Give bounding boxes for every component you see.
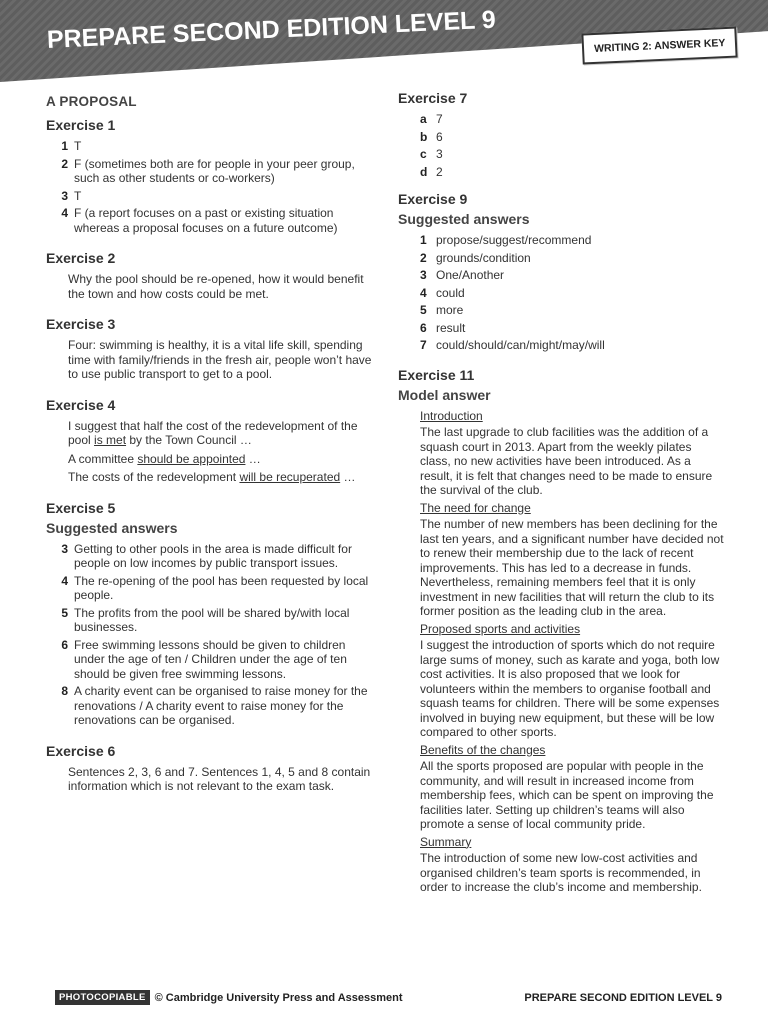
answer-list [46, 542, 372, 728]
answer-text: by the Town Council … [126, 433, 252, 447]
answer-letter: b [420, 129, 428, 144]
answer-number: 3 [420, 268, 427, 282]
answer-list [398, 112, 724, 179]
answer-text: Why the pool should be re-opened, how it would benefit the town and how costs could be met. [68, 272, 364, 301]
answer-item [46, 189, 372, 204]
model-subheading: Proposed sports and activities [420, 621, 581, 636]
answer-number: 4 [420, 285, 427, 300]
answer-text: … [245, 451, 261, 466]
answer-text: I suggest that half the cost of the redevelopment of the pool [68, 418, 358, 447]
answer-number: 1 [420, 233, 427, 247]
answer-number: 1 [61, 139, 68, 153]
exercise-5 [46, 500, 372, 728]
model-subheading: The need for change [420, 500, 531, 515]
answer-text: could [436, 285, 465, 300]
answer-line [68, 419, 372, 448]
right-column [398, 88, 724, 910]
exercise-6 [46, 743, 372, 794]
answer-number: 7 [420, 338, 427, 352]
model-subheading: Benefits of the changes [420, 742, 546, 757]
answer-item [398, 165, 724, 180]
answer-number: 4 [61, 206, 68, 220]
answer-item [398, 321, 724, 336]
exercise-title: Exercise 9 [398, 191, 468, 207]
exercise-subtitle: Model answer [398, 386, 491, 403]
answer-item [398, 268, 724, 283]
answer-text: result [436, 320, 466, 335]
answer-number: 5 [420, 303, 427, 317]
photocopiable-badge: PHOTOCOPIABLE [55, 990, 150, 1005]
answer-text: T [74, 188, 82, 203]
answer-text: T [74, 139, 82, 153]
answer-text: more [436, 303, 464, 317]
answer-text: 2 [436, 164, 443, 179]
answer-line [68, 452, 372, 467]
answer-text: Free swimming lessons should be given to children under the age of ten / Children under the age of ten should be given free swimming lessons. [74, 637, 347, 681]
answer-text: 7 [436, 112, 443, 126]
answer-text: grounds/condition [436, 250, 531, 265]
exercise-title: Exercise 7 [398, 90, 468, 106]
answer-list [46, 139, 372, 235]
answer-letter: c [420, 147, 427, 161]
exercise-7 [398, 90, 724, 179]
answer-text: The profits from the pool will be shared by/with local businesses. [74, 605, 350, 634]
model-subheading: Introduction [420, 408, 483, 423]
model-paragraph: The last upgrade to club facilities was the addition of a squash court in 2013. Apart from the weekly pilates class, no new activities have been introduced. As a result, it is felt that changes need to be made to ensure the survival of the club. [420, 425, 713, 497]
exercise-title: Exercise 11 [398, 366, 475, 383]
answer-text: … [340, 470, 356, 484]
section-tag: WRITING 2: ANSWER KEY [581, 26, 738, 64]
answer-item [46, 606, 372, 635]
answer-text: Four: swimming is healthy, it is a vital life skill, spending time with family/friends in the fresh air, people won’t have to use public transport to get to a pool. [68, 338, 372, 381]
answer-item [398, 233, 724, 248]
answer-letter: d [420, 164, 428, 179]
answer-item [398, 338, 724, 353]
answer-number: 6 [61, 637, 68, 652]
answer-item [46, 684, 372, 728]
exercise-4 [46, 397, 372, 485]
answer-line [68, 470, 372, 485]
answer-text: Sentences 2, 3, 6 and 7. Sentences 1, 4, 5 and 8 contain information which is not relevant to the exam task. [68, 764, 371, 793]
answer-item [46, 574, 372, 603]
underlined-answer: is met [94, 433, 127, 447]
answer-number: 3 [61, 188, 68, 203]
answer-text: The re-opening of the pool has been requested by local people. [74, 573, 369, 602]
answer-text: 3 [436, 147, 443, 161]
answer-item [398, 251, 724, 266]
page-title: PREPARE SECOND EDITION LEVEL 9 [46, 5, 497, 54]
model-answer [420, 409, 724, 895]
answer-number: 2 [61, 156, 68, 171]
footer-title: PREPARE SECOND EDITION LEVEL 9 [524, 992, 722, 1004]
answer-item [46, 157, 372, 186]
answer-number: 3 [61, 541, 68, 556]
underlined-answer: will be recuperated [239, 470, 341, 484]
model-paragraph: The number of new members has been declining for the last ten years, and a significant number have decided not to renew their membership due to the lack of recent improvements. This has led to a decrease in funds. Nevertheless, remaining members feel that it is only investment in new facilities that will return the club to its former position as the leading club in the area. [420, 517, 724, 618]
model-paragraph: I suggest the introduction of sports which do not require large sums of money, such as karate and yoga, both low cost activities. It is also proposed that we look for volunteers within the members to organise football and squash teams for children. There will be some expenses involved in buying new equipment, but these will be low compared to other sports. [420, 638, 720, 739]
exercise-title: Exercise 4 [46, 396, 116, 413]
exercise-title: Exercise 6 [46, 742, 116, 759]
answer-number: 4 [61, 573, 68, 588]
answer-number: 2 [420, 250, 427, 265]
footer-copyright [55, 990, 403, 1005]
answer-number: 6 [420, 320, 427, 335]
answer-text: A charity event can be organised to raise money for the renovations / A charity event to raise money for the renovations can be organised. [74, 684, 368, 727]
exercise-11 [398, 367, 724, 895]
answer-text: Getting to other pools in the area is made difficult for people on low incomes by public transport issues. [74, 541, 352, 570]
answer-item [46, 206, 372, 235]
answer-item [398, 147, 724, 162]
exercise-title: Exercise 5 [46, 499, 116, 516]
answer-text: propose/suggest/recommend [436, 233, 592, 247]
left-column [46, 88, 372, 809]
model-subheading: Summary [420, 834, 472, 849]
answer-text: One/Another [436, 268, 505, 282]
exercise-title: Exercise 1 [46, 117, 116, 133]
exercise-subtitle: Suggested answers [398, 211, 530, 227]
underlined-answer: should be appointed [137, 451, 246, 466]
model-paragraph: The introduction of some new low-cost activities and organised children’s team sports is recommended, in order to increase the club’s income and membership. [420, 851, 702, 894]
answer-item [398, 130, 724, 145]
answer-letter: a [420, 112, 427, 126]
answer-item [398, 286, 724, 301]
answer-text: 6 [436, 129, 443, 144]
answer-text: A committee [68, 451, 138, 466]
answer-item [398, 303, 724, 318]
answer-text: F (sometimes both are for people in your peer group, such as other students or co-workers) [74, 156, 355, 185]
exercise-1 [46, 117, 372, 235]
exercise-3 [46, 316, 372, 382]
exercise-title: Exercise 2 [46, 250, 116, 266]
answer-item [398, 112, 724, 127]
answer-text: The costs of the redevelopment [68, 470, 240, 484]
answer-text: could/should/can/might/may/will [436, 338, 605, 352]
exercise-9 [398, 191, 724, 353]
answer-text: F (a report focuses on a past or existing situation whereas a proposal focuses on a future outcome) [74, 206, 338, 235]
exercise-title: Exercise 3 [46, 316, 116, 332]
answer-number: 5 [61, 605, 68, 620]
copyright-text: © Cambridge University Press and Assessment [154, 991, 403, 1004]
exercise-subtitle: Suggested answers [46, 519, 178, 536]
answer-item [46, 542, 372, 571]
section-heading: A PROPOSAL [46, 94, 137, 109]
model-paragraph: All the sports proposed are popular with people in the community, and will result in increased income from membership fees, which can be spent on improving the facilities later. Setting up children’s teams will also promote a sense of local community pride. [420, 759, 714, 831]
exercise-2 [46, 250, 372, 301]
answer-item [46, 638, 372, 682]
answer-item [46, 139, 372, 154]
answer-list [398, 233, 724, 353]
answer-number: 8 [61, 684, 68, 698]
